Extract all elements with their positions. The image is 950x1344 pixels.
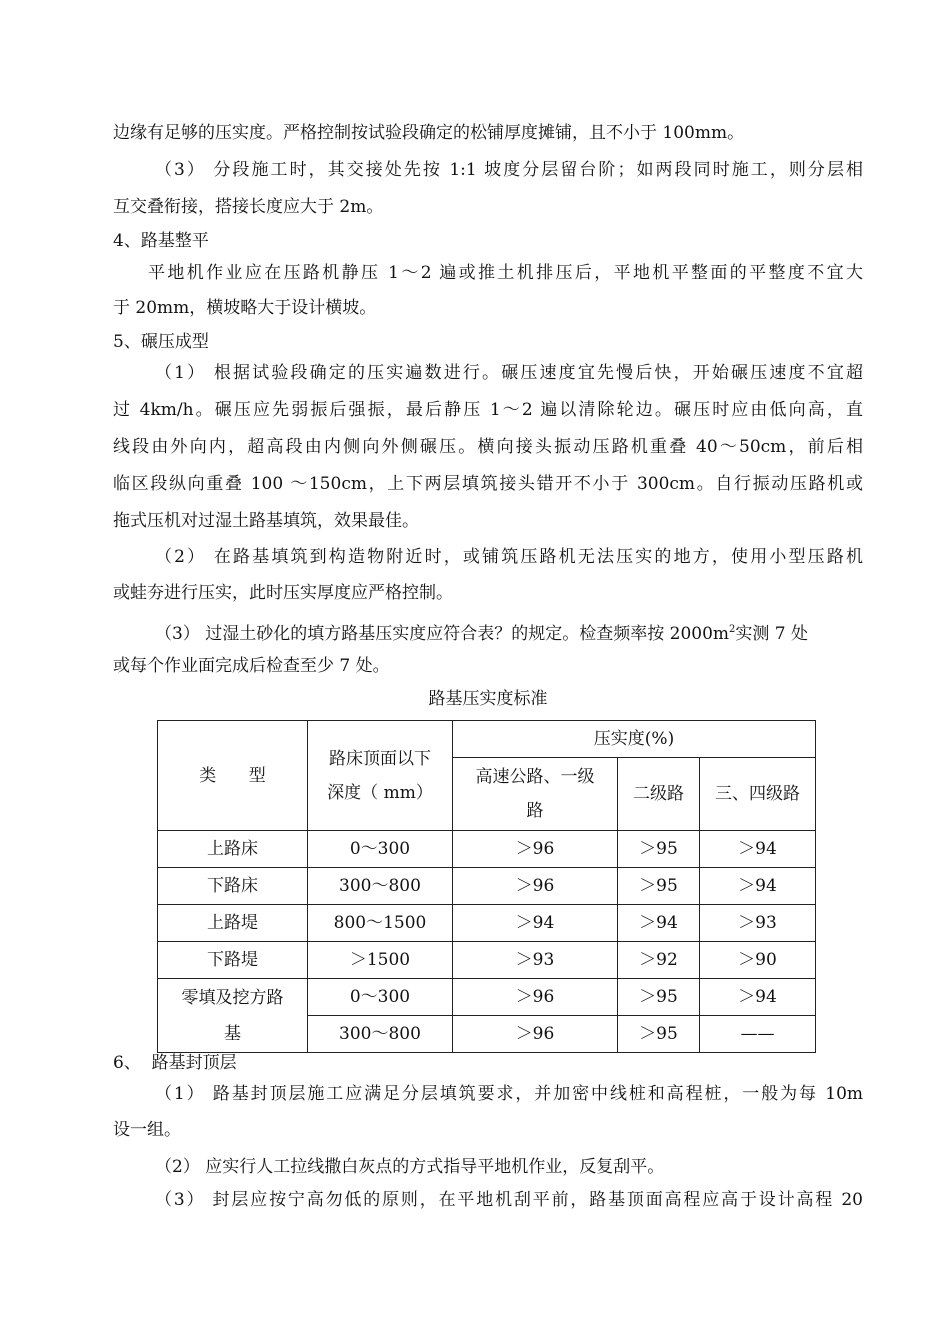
paragraph-line: （1） 根据试验段确定的压实遍数进行。碾压速度宜先慢后快，开始碾压速度不宜超 <box>155 363 863 383</box>
paragraph-line: 过 4km/h。碾压应先弱振后强振，最后静压 1～2 遍以清除轮边。碾压时应由低向高，直 <box>113 400 863 420</box>
cell-third: ＞94 <box>700 979 816 1016</box>
header-depth-line: 深度（ mm） <box>327 782 433 803</box>
paragraph-line: （3） 分段施工时，其交接处先按 1:1 坡度分层留台阶；如两段同时施工，则分层相 <box>155 160 863 180</box>
header-second-grade: 二级路 <box>618 758 700 831</box>
header-type: 类 型 <box>158 721 308 831</box>
compaction-table <box>157 720 816 1053</box>
paragraph-line: 平地机作业应在压路机静压 1～2 遍或推土机排压后，平地机平整面的平整度不宜大 <box>148 263 863 283</box>
cell-highway: ＞93 <box>453 942 618 979</box>
cell-second: ＞92 <box>618 942 700 979</box>
cell-depth: 800～1500 <box>308 905 453 942</box>
cell-type: 上路堤 <box>158 905 308 942</box>
header-depth-line: 路床顶面以下 <box>329 748 431 769</box>
paragraph-line: 或每个作业面完成后检查至少 7 处。 <box>113 656 390 676</box>
paragraph-line: 临区段纵向重叠 100 ～150cm，上下两层填筑接头错开不小于 300cm。自行振动压路机或 <box>113 474 863 494</box>
paragraph-line: 设一组。 <box>113 1120 181 1140</box>
table-row <box>158 905 816 942</box>
header-compaction: 压实度(%) <box>453 721 816 758</box>
paragraph-line: 或蛙夯进行压实，此时压实厚度应严格控制。 <box>113 583 453 603</box>
cell-third: ＞94 <box>700 831 816 868</box>
paragraph-text: （3） 过湿土砂化的填方路基压实度应符合表？的规定。检查频率按 2000m <box>155 624 730 644</box>
cell-second: ＞95 <box>618 831 700 868</box>
table-row <box>158 868 816 905</box>
table-caption: 路基压实度标准 <box>428 689 548 709</box>
paragraph-line: 互交叠衔接，搭接长度应大于 2m。 <box>113 197 384 217</box>
cell-type-line: 零填及挖方路 <box>181 987 284 1008</box>
paragraph-line: （2） 应实行人工拉线撒白灰点的方式指导平地机作业，反复刮平。 <box>155 1157 665 1177</box>
paragraph-line <box>155 619 863 645</box>
paragraph-line: 于 20mm，横坡略大于设计横坡。 <box>113 298 377 318</box>
paragraph-line: （2） 在路基填筑到构造物附近时，或铺筑压路机无法压实的地方，使用小型压路机 <box>155 547 863 567</box>
header-highway <box>453 758 618 831</box>
cell-type-merged <box>158 979 308 1053</box>
section-heading: 5、碾压成型 <box>113 332 209 352</box>
header-third-fourth-grade: 三、四级路 <box>700 758 816 831</box>
header-highway-line: 路 <box>526 801 544 821</box>
cell-depth: ＞1500 <box>308 942 453 979</box>
paragraph-line: （3） 封层应按宁高勿低的原则，在平地机刮平前，路基顶面高程应高于设计高程 20 <box>155 1190 863 1210</box>
cell-depth: 0～300 <box>308 979 453 1016</box>
cell-third: —— <box>700 1016 816 1053</box>
table-row <box>158 831 816 868</box>
cell-highway: ＞96 <box>453 868 618 905</box>
cell-depth: 300～800 <box>308 868 453 905</box>
cell-depth: 300～800 <box>308 1016 453 1053</box>
cell-type-line: 基 <box>224 1023 241 1044</box>
cell-highway: ＞96 <box>453 831 618 868</box>
paragraph-line: （1） 路基封顶层施工应满足分层填筑要求，并加密中线桩和高程桩，一般为每 10m <box>155 1084 863 1104</box>
cell-highway: ＞94 <box>453 905 618 942</box>
cell-second: ＞95 <box>618 1016 700 1053</box>
table-row <box>158 979 816 1016</box>
cell-second: ＞95 <box>618 868 700 905</box>
cell-depth: 0～300 <box>308 831 453 868</box>
paragraph-line: 线段由外向内，超高段由内侧向外侧碾压。横向接头振动压路机重叠 40～50cm，前后相 <box>113 437 863 457</box>
superscript: 2 <box>729 624 736 635</box>
cell-type: 上路床 <box>158 831 308 868</box>
header-highway-line: 高速公路、一级 <box>475 767 595 787</box>
header-depth <box>308 721 453 831</box>
cell-highway: ＞96 <box>453 1016 618 1053</box>
cell-second: ＞94 <box>618 905 700 942</box>
cell-highway: ＞96 <box>453 979 618 1016</box>
cell-third: ＞90 <box>700 942 816 979</box>
paragraph-text: 实测 7 处 <box>735 624 809 644</box>
cell-third: ＞93 <box>700 905 816 942</box>
cell-second: ＞95 <box>618 979 700 1016</box>
cell-type: 下路堤 <box>158 942 308 979</box>
paragraph-line: 拖式压机对过湿土路基填筑，效果最佳。 <box>113 511 419 531</box>
table-row <box>158 942 816 979</box>
section-heading: 4、路基整平 <box>113 231 209 251</box>
cell-third: ＞94 <box>700 868 816 905</box>
cell-type: 下路床 <box>158 868 308 905</box>
section-heading: 6、 路基封顶层 <box>113 1053 237 1073</box>
paragraph-line: 边缘有足够的压实度。严格控制按试验段确定的松铺厚度摊铺，且不小于 100mm。 <box>113 123 745 143</box>
